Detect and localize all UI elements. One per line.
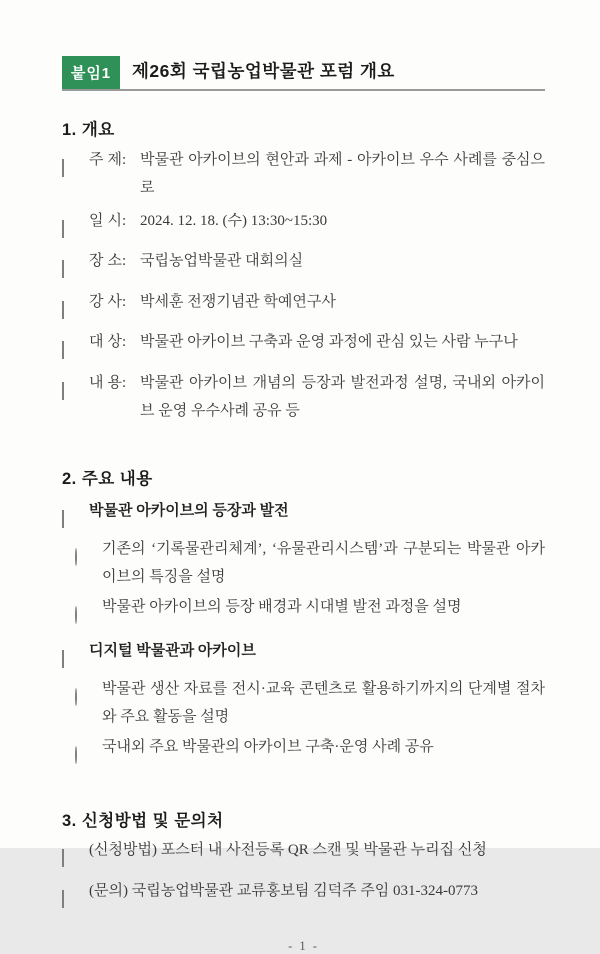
bullet-text: 기존의 ‘기록물관리체계’, ‘유물관리시스템’과 구분되는 박물관 아카이브의 특징을 설명 xyxy=(102,540,545,585)
item-text: 박세훈 전쟁기념관 학예연구사 xyxy=(140,293,336,310)
application-list xyxy=(62,836,545,913)
section-heading-main-content: 2. 주요 내용 xyxy=(62,469,153,488)
item-text: (신청방법) 포스터 내 사전등록 QR 스캔 및 박물관 누리집 신청 xyxy=(89,841,487,858)
item-label: 내 용 xyxy=(89,374,122,391)
item-text: 박물관 아카이브의 현안과 과제 - 아카이브 우수 사례를 중심으로 xyxy=(140,152,545,196)
attachment-badge: 붙임1 xyxy=(62,56,120,89)
circle-bullet-icon xyxy=(75,593,102,629)
list-item xyxy=(62,328,545,364)
square-bullet-icon xyxy=(62,637,89,673)
square-bullet-icon xyxy=(62,369,89,405)
square-bullet-icon xyxy=(62,328,89,364)
item-text: (문의) 국립농업박물관 교류홍보팀 김덕주 주임 031-324-0773 xyxy=(89,882,479,899)
label-colon: : xyxy=(122,334,127,350)
square-bullet-icon xyxy=(62,146,89,182)
list-item xyxy=(62,836,545,872)
overview-list xyxy=(62,146,545,425)
item-label: 주 제 xyxy=(89,152,122,168)
group-title: 박물관 아카이브의 등장과 발전 xyxy=(89,502,289,519)
item-text: 박물관 아카이브 구축과 운영 과정에 관심 있는 사람 누구나 xyxy=(140,334,518,350)
bullet-text: 박물관 생산 자료를 전시·교육 콘텐츠로 활용하기까지의 단계별 절차와 주요 활동을 설명 xyxy=(102,680,545,725)
item-label: 대 상 xyxy=(89,334,122,350)
bullet-item xyxy=(75,675,545,731)
label-colon: : xyxy=(122,152,127,168)
page-title: 제26회 국립농업박물관 포럼 개요 xyxy=(132,61,395,81)
circle-bullet-icon xyxy=(75,675,102,711)
circle-bullet-icon xyxy=(75,733,102,769)
page-number: - 1 - xyxy=(288,938,319,953)
item-text: 박물관 아카이브 개념의 등장과 발전과정 설명, 국내외 아카이브 운영 우수사례 공유 등 xyxy=(140,374,545,419)
item-label: 장 소 xyxy=(89,253,122,269)
square-bullet-icon xyxy=(62,247,89,283)
list-item xyxy=(62,369,545,425)
square-bullet-icon xyxy=(62,288,89,324)
square-bullet-icon xyxy=(62,497,89,533)
square-bullet-icon xyxy=(62,836,89,872)
bullet-item xyxy=(75,733,545,769)
bullet-item xyxy=(75,593,545,629)
label-colon: : xyxy=(122,293,127,310)
section-heading-application: 3. 신청방법 및 문의처 xyxy=(62,811,224,830)
square-bullet-icon xyxy=(62,877,89,913)
group-title-row xyxy=(62,497,545,533)
bullet-text: 국내외 주요 박물관의 아카이브 구축·운영 사례 공유 xyxy=(102,738,434,755)
list-item xyxy=(62,146,545,202)
list-item xyxy=(62,207,545,243)
item-label: 일 시 xyxy=(89,212,122,229)
document-header xyxy=(62,56,545,91)
group-title: 디지털 박물관과 아카이브 xyxy=(89,642,256,659)
bullet-text: 박물관 아카이브의 등장 배경과 시대별 발전 과정을 설명 xyxy=(102,598,462,615)
list-item xyxy=(62,247,545,283)
item-label: 강 사 xyxy=(89,293,122,310)
item-text: 국립농업박물관 대회의실 xyxy=(140,253,304,269)
label-colon: : xyxy=(122,253,127,269)
section-heading-overview: 1. 개요 xyxy=(62,121,115,139)
list-item xyxy=(62,877,545,913)
bullet-item xyxy=(75,535,545,591)
main-content-group xyxy=(62,497,545,629)
square-bullet-icon xyxy=(62,207,89,243)
label-colon: : xyxy=(122,212,127,229)
item-text: 2024. 12. 18. (수) 13:30~15:30 xyxy=(140,212,328,229)
label-colon: : xyxy=(122,374,127,391)
list-item xyxy=(62,288,545,324)
circle-bullet-icon xyxy=(75,535,102,571)
group-title-row xyxy=(62,637,545,673)
main-content-group xyxy=(62,637,545,769)
